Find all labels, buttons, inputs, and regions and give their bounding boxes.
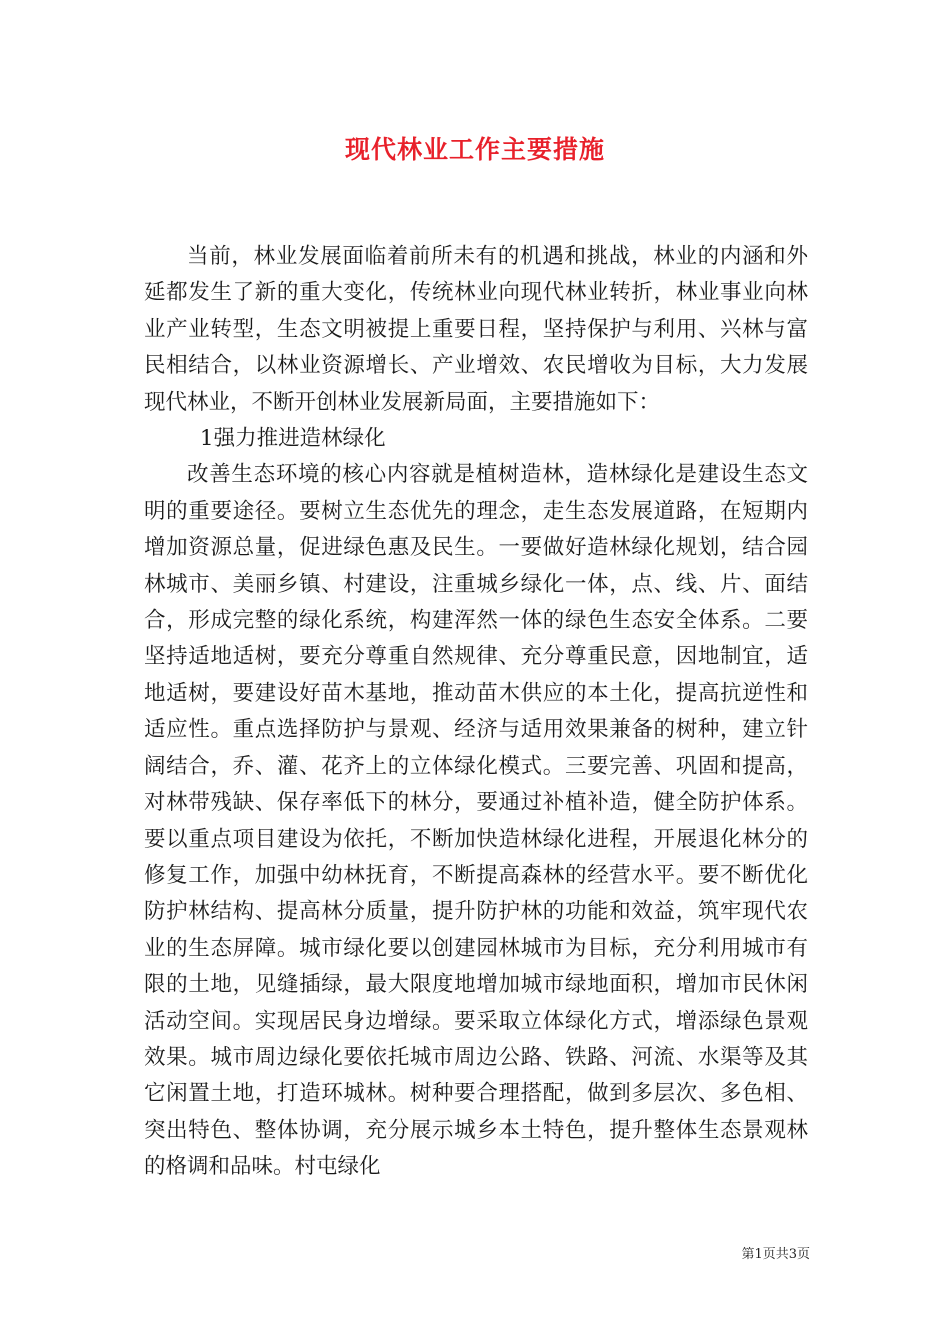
intro-paragraph: 当前，林业发展面临着前所未有的机遇和挑战，林业的内涵和外延都发生了新的重大变化，传统林业向现代林业转折，林业事业向林业产业转型，生态文明被提上重要日程，坚持保护与利用、兴林与富民相结合，以林业资源增长、产业增效、农民增收为目标，大力发展现代林业，不断开创林业发展新局面，主要措施如下： xyxy=(144,244,808,415)
page-number: 第1页共3页 xyxy=(741,1247,810,1262)
page-title: 现代林业工作主要措施 xyxy=(344,135,605,164)
document-body xyxy=(144,239,808,1186)
section-heading: 1强力推进造林绿化 xyxy=(199,426,386,452)
body-paragraph: 改善生态环境的核心内容就是植树造林，造林绿化是建设生态文明的重要途径。要树立生态优先的理念，走生态发展道路，在短期内增加资源总量，促进绿色惠及民生。一要做好造林绿化规划，结合园林城市、美丽乡镇、村建设，注重城乡绿化一体，点、线、片、面结合，形成完整的绿化系统，构建浑然一体的绿色生态安全体系。二要坚持适地适树，要充分尊重自然规律、充分尊重民意，因地制宜，适地适树，要建设好苗木基地，推动苗木供应的本土化，提高抗逆性和适应性。重点选择防护与景观、经济与适用效果兼备的树种，建立针阔结合，乔、灌、花齐上的立体绿化模式。三要完善、巩固和提高，对林带残缺、保存率低下的林分，要通过补植补造，健全防护体系。要以重点项目建设为依托，不断加快造林绿化进程，开展退化林分的修复工作，加强中幼林抚育，不断提高森林的经营水平。要不断优化防护林结构、提高林分质量，提升防护林的功能和效益，筑牢现代农业的生态屏障。城市绿化要以创建园林城市为目标，充分利用城市有限的土地，见缝插绿，最大限度地增加城市绿地面积，增加市民休闲活动空间。实现居民身边增绿。要采取立体绿化方式，增添绿色景观效果。城市周边绿化要依托城市周边公路、铁路、河流、水渠等及其它闲置土地，打造环城林。树种要合理搭配，做到多层次、多色相、突出特色、整体协调，充分展示城乡本土特色，提升整体生态景观林的格调和品味。村屯绿化 xyxy=(144,462,808,1180)
